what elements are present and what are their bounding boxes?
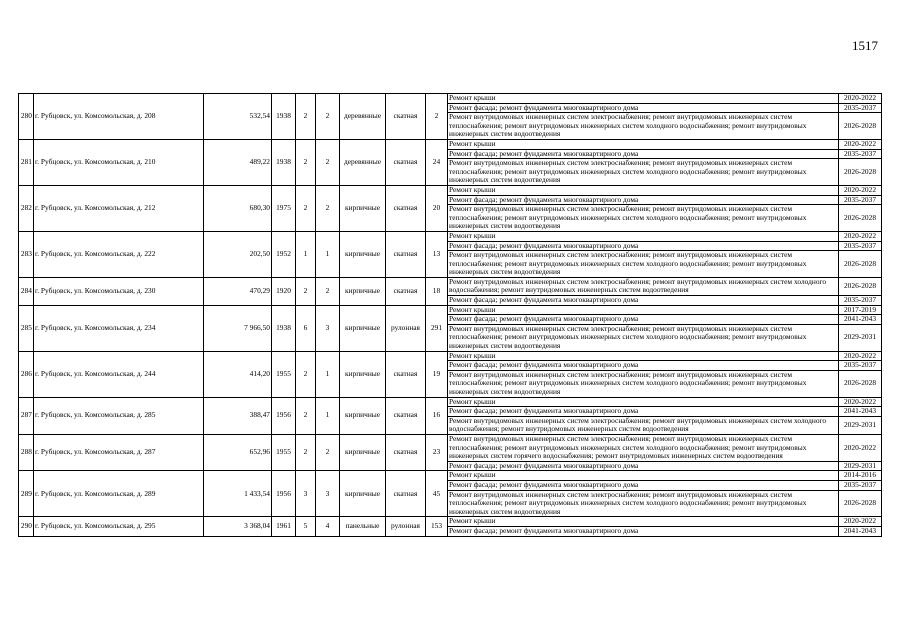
work-type-cell: Ремонт фасада; ремонт фундамента многоквартирного дома xyxy=(448,149,839,159)
year-built-cell: 1961 xyxy=(272,517,296,536)
roof-type-cell: скатная xyxy=(386,185,426,231)
residents-cell: 291 xyxy=(426,305,448,351)
work-period-cell: 2029-2031 xyxy=(839,324,882,351)
year-built-cell: 1938 xyxy=(272,139,296,185)
row-number: 282 xyxy=(19,185,34,231)
entrances-cell: 2 xyxy=(316,185,340,231)
work-period-cell: 2020-2022 xyxy=(839,351,882,361)
work-type-cell: Ремонт крыши xyxy=(448,351,839,361)
wall-material-cell: кирпичные xyxy=(340,471,386,517)
work-period-cell: 2020-2022 xyxy=(839,397,882,407)
entrances-cell: 4 xyxy=(316,517,340,536)
work-period-cell: 2020-2022 xyxy=(839,231,882,241)
entrances-cell: 2 xyxy=(316,277,340,305)
table-row xyxy=(19,94,882,104)
area-cell: 1 433,54 xyxy=(204,471,272,517)
year-built-cell: 1956 xyxy=(272,471,296,517)
work-period-cell: 2014-2016 xyxy=(839,471,882,481)
floors-cell: 1 xyxy=(296,231,316,277)
roof-type-cell: скатная xyxy=(386,434,426,470)
entrances-cell: 2 xyxy=(316,139,340,185)
work-period-cell: 2029-2031 xyxy=(839,416,882,434)
page-number: 1517 xyxy=(852,38,878,53)
row-number: 283 xyxy=(19,231,34,277)
work-period-cell: 2035-2037 xyxy=(839,149,882,159)
entrances-cell: 1 xyxy=(316,397,340,434)
work-period-cell: 2035-2037 xyxy=(839,195,882,205)
roof-type-cell: скатная xyxy=(386,351,426,397)
wall-material-cell: кирпичные xyxy=(340,434,386,470)
work-period-cell: 2029-2031 xyxy=(839,461,882,471)
work-type-cell: Ремонт фасада; ремонт фундамента многоквартирного дома xyxy=(448,480,839,490)
entrances-cell: 1 xyxy=(316,231,340,277)
roof-type-cell: скатная xyxy=(386,231,426,277)
year-built-cell: 1938 xyxy=(272,94,296,140)
area-cell: 388,47 xyxy=(204,397,272,434)
area-cell: 489,22 xyxy=(204,139,272,185)
row-number: 285 xyxy=(19,305,34,351)
year-built-cell: 1938 xyxy=(272,305,296,351)
address-cell: г. Рубцовск, ул. Комсомольская, д. 230 xyxy=(34,277,204,305)
work-type-cell: Ремонт крыши xyxy=(448,94,839,104)
work-period-cell: 2041-2043 xyxy=(839,315,882,325)
entrances-cell: 2 xyxy=(316,94,340,140)
address-cell: г. Рубцовск, ул. Комсомольская, д. 295 xyxy=(34,517,204,536)
work-type-cell: Ремонт крыши xyxy=(448,139,839,149)
address-cell: г. Рубцовск, ул. Комсомольская, д. 222 xyxy=(34,231,204,277)
wall-material-cell: деревянные xyxy=(340,94,386,140)
residents-cell: 23 xyxy=(426,434,448,470)
work-period-cell: 2035-2037 xyxy=(839,361,882,371)
work-type-cell: Ремонт внутридомовых инженерных систем электроснабжения; ремонт внутридомовых инженерных систем теплоснабжения; ремонт внутридомовых инженерных систем холодного водоснабжения; ремонт внутридомовых инженерных систем водоотведения xyxy=(448,251,839,278)
area-cell: 7 966,50 xyxy=(204,305,272,351)
row-number: 287 xyxy=(19,397,34,434)
work-period-cell: 2035-2037 xyxy=(839,241,882,251)
work-period-cell: 2041-2043 xyxy=(839,526,882,536)
wall-material-cell: кирпичные xyxy=(340,277,386,305)
year-built-cell: 1975 xyxy=(272,185,296,231)
work-period-cell: 2020-2022 xyxy=(839,94,882,104)
work-type-cell: Ремонт крыши xyxy=(448,185,839,195)
area-cell: 470,29 xyxy=(204,277,272,305)
work-type-cell: Ремонт внутридомовых инженерных систем электроснабжения; ремонт внутридомовых инженерных систем теплоснабжения; ремонт внутридомовых инженерных систем холодного водоснабжения; ремонт внутридомовых инженерных систем водоотведения xyxy=(448,113,839,140)
address-cell: г. Рубцовск, ул. Комсомольская, д. 212 xyxy=(34,185,204,231)
residents-cell: 19 xyxy=(426,351,448,397)
floors-cell: 2 xyxy=(296,351,316,397)
work-period-cell: 2020-2022 xyxy=(839,185,882,195)
table-row xyxy=(19,471,882,481)
floors-cell: 3 xyxy=(296,471,316,517)
work-type-cell: Ремонт фасада; ремонт фундамента многоквартирного дома xyxy=(448,526,839,536)
work-period-cell: 2026-2028 xyxy=(839,251,882,278)
year-built-cell: 1955 xyxy=(272,434,296,470)
work-type-cell: Ремонт крыши xyxy=(448,305,839,315)
area-cell: 414,20 xyxy=(204,351,272,397)
year-built-cell: 1955 xyxy=(272,351,296,397)
address-cell: г. Рубцовск, ул. Комсомольская, д. 289 xyxy=(34,471,204,517)
floors-cell: 2 xyxy=(296,277,316,305)
roof-type-cell: скатная xyxy=(386,471,426,517)
area-cell: 680,30 xyxy=(204,185,272,231)
entrances-cell: 3 xyxy=(316,305,340,351)
work-type-cell: Ремонт крыши xyxy=(448,471,839,481)
residents-cell: 16 xyxy=(426,397,448,434)
roof-type-cell: скатная xyxy=(386,397,426,434)
work-type-cell: Ремонт внутридомовых инженерных систем электроснабжения; ремонт внутридомовых инженерных систем теплоснабжения; ремонт внутридомовых инженерных систем холодного водоснабжения; ремонт внутридомовых инженерных систем водоотведения xyxy=(448,370,839,397)
table-row xyxy=(19,397,882,407)
entrances-cell: 3 xyxy=(316,471,340,517)
work-type-cell: Ремонт фасада; ремонт фундамента многоквартирного дома xyxy=(448,315,839,325)
work-period-cell: 2035-2037 xyxy=(839,296,882,306)
address-cell: г. Рубцовск, ул. Комсомольская, д. 285 xyxy=(34,397,204,434)
roof-type-cell: скатная xyxy=(386,277,426,305)
row-number: 286 xyxy=(19,351,34,397)
table-row xyxy=(19,231,882,241)
row-number: 290 xyxy=(19,517,34,536)
work-period-cell: 2026-2028 xyxy=(839,113,882,140)
work-period-cell: 2026-2028 xyxy=(839,490,882,517)
row-number: 281 xyxy=(19,139,34,185)
address-cell: г. Рубцовск, ул. Комсомольская, д. 210 xyxy=(34,139,204,185)
work-period-cell: 2041-2043 xyxy=(839,407,882,417)
address-cell: г. Рубцовск, ул. Комсомольская, д. 234 xyxy=(34,305,204,351)
area-cell: 532,54 xyxy=(204,94,272,140)
residents-cell: 13 xyxy=(426,231,448,277)
floors-cell: 5 xyxy=(296,517,316,536)
roof-type-cell: рулонная xyxy=(386,517,426,536)
work-period-cell: 2026-2028 xyxy=(839,205,882,232)
address-cell: г. Рубцовск, ул. Комсомольская, д. 287 xyxy=(34,434,204,470)
work-type-cell: Ремонт внутридомовых инженерных систем электроснабжения; ремонт внутридомовых инженерных систем холодного водоснабжения; ремонт внутридомовых инженерных систем водоотведения xyxy=(448,277,839,295)
row-number: 280 xyxy=(19,94,34,140)
work-period-cell: 2020-2022 xyxy=(839,517,882,527)
wall-material-cell: панельные xyxy=(340,517,386,536)
area-cell: 3 368,04 xyxy=(204,517,272,536)
table-row xyxy=(19,277,882,295)
work-type-cell: Ремонт внутридомовых инженерных систем электроснабжения; ремонт внутридомовых инженерных систем теплоснабжения; ремонт внутридомовых инженерных систем холодного водоснабжения; ремонт внутридомовых инженерных систем водоотведения xyxy=(448,490,839,517)
entrances-cell: 2 xyxy=(316,434,340,470)
work-type-cell: Ремонт фасада; ремонт фундамента многоквартирного дома xyxy=(448,461,839,471)
residents-cell: 24 xyxy=(426,139,448,185)
work-period-cell: 2035-2037 xyxy=(839,480,882,490)
wall-material-cell: кирпичные xyxy=(340,397,386,434)
work-type-cell: Ремонт внутридомовых инженерных систем электроснабжения; ремонт внутридомовых инженерных систем теплоснабжения; ремонт внутридомовых инженерных систем холодного водоснабжения; ремонт внутридомовых инженерных систем водоотведения xyxy=(448,205,839,232)
work-type-cell: Ремонт крыши xyxy=(448,517,839,527)
floors-cell: 2 xyxy=(296,434,316,470)
work-type-cell: Ремонт крыши xyxy=(448,397,839,407)
residents-cell: 18 xyxy=(426,277,448,305)
work-period-cell: 2035-2037 xyxy=(839,103,882,113)
work-type-cell: Ремонт внутридомовых инженерных систем электроснабжения; ремонт внутридомовых инженерных систем теплоснабжения; ремонт внутридомовых инженерных систем холодного водоснабжения; ремонт внутридомовых инженерных систем водоотведения xyxy=(448,159,839,186)
residents-cell: 45 xyxy=(426,471,448,517)
table-row xyxy=(19,305,882,315)
address-cell: г. Рубцовск, ул. Комсомольская, д. 244 xyxy=(34,351,204,397)
floors-cell: 2 xyxy=(296,185,316,231)
work-period-cell: 2017-2019 xyxy=(839,305,882,315)
work-type-cell: Ремонт внутридомовых инженерных систем электроснабжения; ремонт внутридомовых инженерных систем теплоснабжения; ремонт внутридомовых инженерных систем холодного водоснабжения; ремонт внутридомовых инженерных систем водоотведения xyxy=(448,324,839,351)
work-period-cell: 2026-2028 xyxy=(839,159,882,186)
wall-material-cell: кирпичные xyxy=(340,351,386,397)
table-row xyxy=(19,185,882,195)
row-number: 288 xyxy=(19,434,34,470)
floors-cell: 2 xyxy=(296,139,316,185)
address-cell: г. Рубцовск, ул. Комсомольская, д. 208 xyxy=(34,94,204,140)
work-period-cell: 2026-2028 xyxy=(839,370,882,397)
floors-cell: 6 xyxy=(296,305,316,351)
wall-material-cell: деревянные xyxy=(340,139,386,185)
work-period-cell: 2020-2022 xyxy=(839,434,882,461)
work-type-cell: Ремонт внутридомовых инженерных систем электроснабжения; ремонт внутридомовых инженерных систем теплоснабжения; ремонт внутридомовых инженерных систем холодного водоснабжения; ремонт внутридомовых инженерных систем горячего водоснабжения; ремонт внутридомовых инженерных систем водоотведения xyxy=(448,434,839,461)
table-row xyxy=(19,139,882,149)
row-number: 289 xyxy=(19,471,34,517)
work-period-cell: 2020-2022 xyxy=(839,139,882,149)
residents-cell: 2 xyxy=(426,94,448,140)
entrances-cell: 1 xyxy=(316,351,340,397)
work-type-cell: Ремонт фасада; ремонт фундамента многоквартирного дома xyxy=(448,361,839,371)
table-row xyxy=(19,351,882,361)
work-type-cell: Ремонт крыши xyxy=(448,231,839,241)
work-type-cell: Ремонт фасада; ремонт фундамента многоквартирного дома xyxy=(448,296,839,306)
year-built-cell: 1952 xyxy=(272,231,296,277)
work-type-cell: Ремонт фасада; ремонт фундамента многоквартирного дома xyxy=(448,103,839,113)
roof-type-cell: рулонная xyxy=(386,305,426,351)
work-type-cell: Ремонт фасада; ремонт фундамента многоквартирного дома xyxy=(448,407,839,417)
table-row xyxy=(19,434,882,461)
floors-cell: 2 xyxy=(296,397,316,434)
floors-cell: 2 xyxy=(296,94,316,140)
year-built-cell: 1956 xyxy=(272,397,296,434)
roof-type-cell: скатная xyxy=(386,139,426,185)
capital-repair-table xyxy=(18,93,882,537)
work-type-cell: Ремонт внутридомовых инженерных систем электроснабжения; ремонт внутридомовых инженерных систем холодного водоснабжения; ремонт внутридомовых инженерных систем водоотведения xyxy=(448,416,839,434)
residents-cell: 20 xyxy=(426,185,448,231)
table-row xyxy=(19,517,882,527)
row-number: 284 xyxy=(19,277,34,305)
residents-cell: 153 xyxy=(426,517,448,536)
wall-material-cell: кирпичные xyxy=(340,231,386,277)
wall-material-cell: кирпичные xyxy=(340,305,386,351)
work-period-cell: 2026-2028 xyxy=(839,277,882,295)
roof-type-cell: скатная xyxy=(386,94,426,140)
work-type-cell: Ремонт фасада; ремонт фундамента многоквартирного дома xyxy=(448,241,839,251)
area-cell: 652,96 xyxy=(204,434,272,470)
work-type-cell: Ремонт фасада; ремонт фундамента многоквартирного дома xyxy=(448,195,839,205)
area-cell: 202,50 xyxy=(204,231,272,277)
year-built-cell: 1920 xyxy=(272,277,296,305)
wall-material-cell: кирпичные xyxy=(340,185,386,231)
